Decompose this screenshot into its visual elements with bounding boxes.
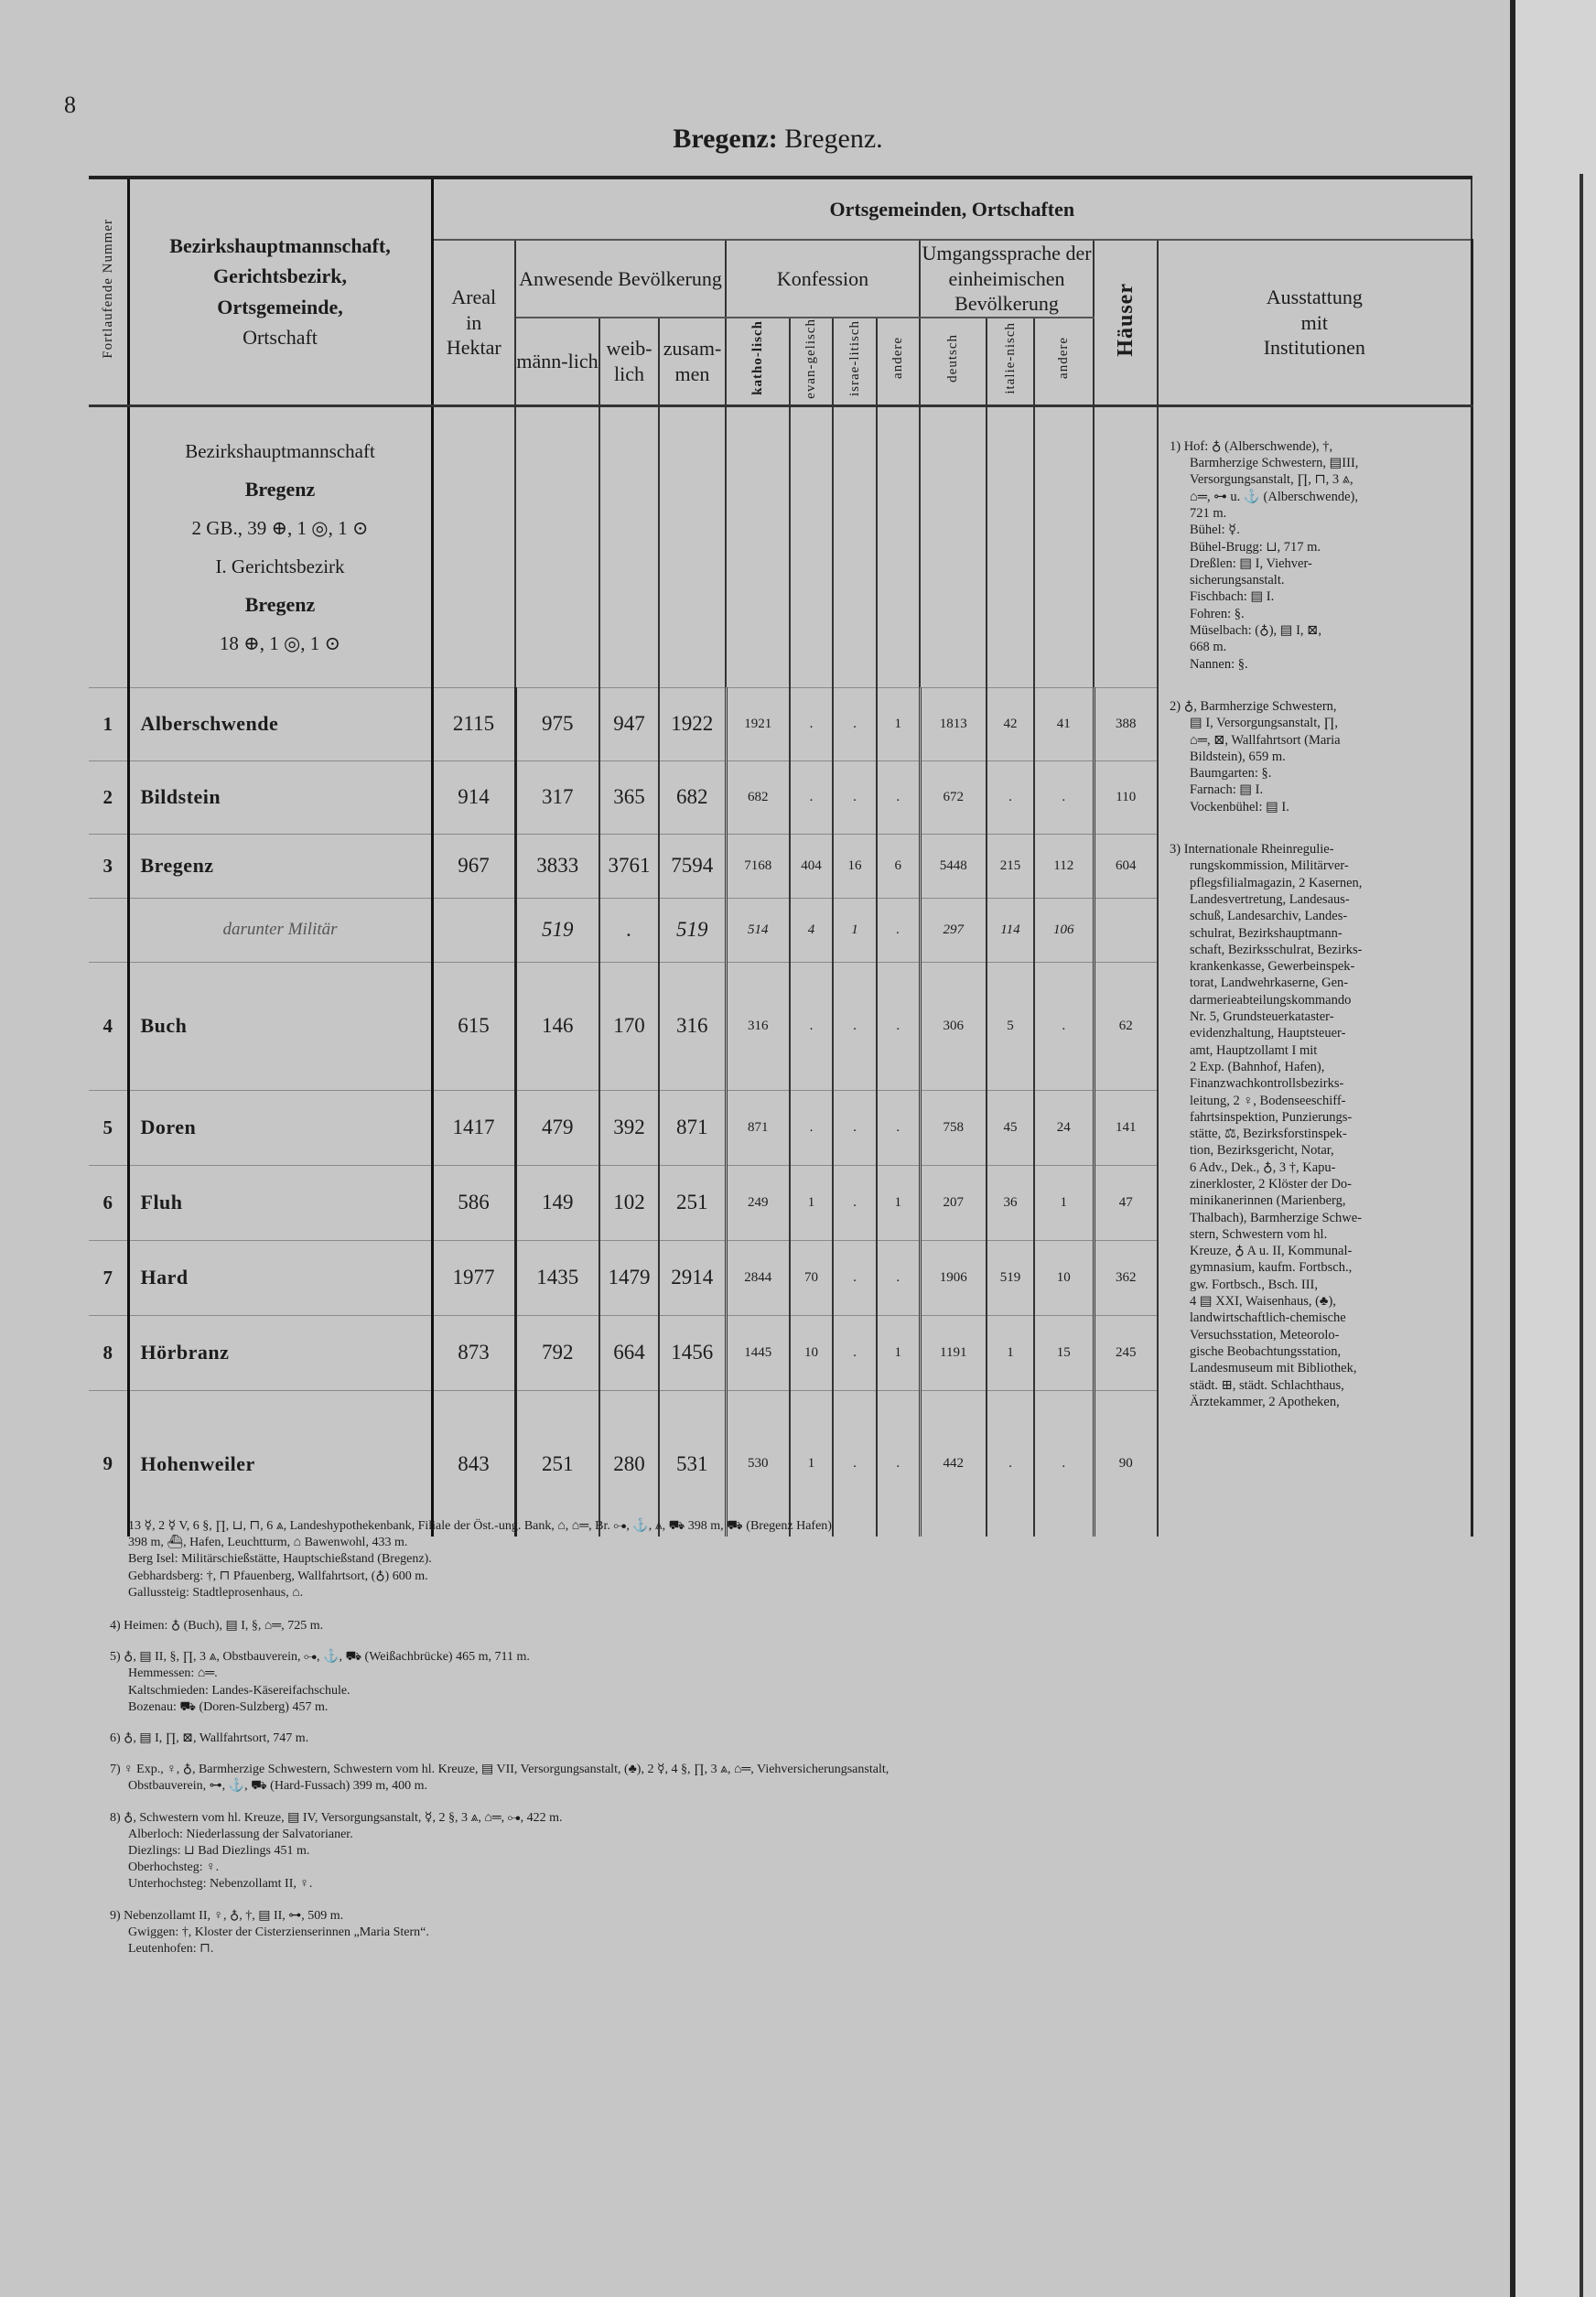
header-houses: Häuser (1094, 240, 1158, 405)
note-3 (1170, 841, 1461, 1410)
note-line: stätte, ⚖, Bezirksforstinspek- (1190, 1127, 1347, 1142)
cell-male: 1435 (515, 1240, 599, 1315)
note-line: leitung, 2 ♀, Bodenseeschiff- (1190, 1093, 1346, 1108)
header-facilities: Ausstattung mit Institutionen (1158, 240, 1472, 405)
footnotes (110, 1518, 1473, 1972)
cell-houses: 245 (1094, 1315, 1158, 1390)
cell-catholic: 1921 (726, 687, 790, 760)
cell-evangelical: . (790, 1090, 833, 1165)
cell-israelite: . (833, 1165, 877, 1240)
note-line: Ärztekammer, 2 Apotheken, (1190, 1394, 1340, 1409)
cell-total: 1456 (659, 1315, 726, 1390)
cell-houses: 47 (1094, 1165, 1158, 1240)
note-line: 4 ▤ XXI, Waisenhaus, (♣), (1190, 1294, 1336, 1310)
cell-confession-other: . (877, 898, 920, 962)
cell-israelite: . (833, 1090, 877, 1165)
cell-language-other: 1 (1034, 1165, 1094, 1240)
cell-german: 758 (920, 1090, 987, 1165)
note-line: minikanerinnen (Marienberg, (1190, 1193, 1346, 1209)
note-line: zinerkloster, 2 Klöster der Do- (1190, 1176, 1352, 1192)
note-line: Landesvertretung, Landesaus- (1190, 891, 1350, 907)
cell-male: 149 (515, 1165, 599, 1240)
note-line: Müselbach: (♁), ▤ I, ⊠, (1190, 623, 1321, 639)
cell-italian: 45 (987, 1090, 1034, 1165)
cell-female: 170 (599, 962, 659, 1090)
cell-language-other: 15 (1034, 1315, 1094, 1390)
note-line: Thalbach), Barmherzige Schwe- (1190, 1210, 1363, 1225)
cell-german: 442 (920, 1390, 987, 1537)
cell-evangelical: 1 (790, 1165, 833, 1240)
cell-female: 664 (599, 1315, 659, 1390)
cell-israelite: . (833, 687, 877, 760)
cell-evangelical: . (790, 760, 833, 834)
cell-total: 531 (659, 1390, 726, 1537)
header-confession: Konfession (726, 240, 920, 318)
cell-confession-other: . (877, 962, 920, 1090)
cell-german: 1906 (920, 1240, 987, 1315)
cell-area: 843 (432, 1390, 515, 1537)
header-population: Anwesende Bevölkerung (515, 240, 726, 318)
cell-confession-other: 6 (877, 834, 920, 898)
note-line: evidenzhaltung, Hauptsteuer- (1190, 1026, 1346, 1041)
note-line: tion, Bezirksgericht, Notar, (1190, 1143, 1334, 1159)
cell-male: 792 (515, 1315, 599, 1390)
cell-houses: 604 (1094, 834, 1158, 898)
cell-female: 102 (599, 1165, 659, 1240)
cell-total: 7594 (659, 834, 726, 898)
cell-total: 519 (659, 898, 726, 962)
note-line: Bildstein), 659 m. (1190, 749, 1286, 764)
footnote-7 (110, 1908, 1473, 1958)
cell-german: 1191 (920, 1315, 987, 1390)
note-line: Versuchsstation, Meteorolo- (1190, 1327, 1340, 1343)
cell-german: 1813 (920, 687, 987, 760)
footnote-line: 8) ♁, Schwestern vom hl. Kreuze, ▤ IV, Versorgungsanstalt, ☿, 2 §, 3 ⩓, ⌂═, ⊶, 422 m. (110, 1810, 563, 1825)
cell-confession-other: . (877, 1090, 920, 1165)
cell-total: 2914 (659, 1240, 726, 1315)
note-line: Kreuze, ♁ A u. II, Kommunal- (1190, 1244, 1353, 1259)
cell-language-other: 112 (1034, 834, 1094, 898)
cell-catholic: 871 (726, 1090, 790, 1165)
header-total: zusam-men (659, 318, 726, 406)
note-line: gische Beobachtungsstation, (1190, 1343, 1342, 1359)
municipality-name: Bildstein (128, 760, 432, 834)
cell-confession-other: 1 (877, 1165, 920, 1240)
scan-edge-line (1580, 174, 1583, 2297)
cell-language-other: . (1034, 962, 1094, 1090)
cell-italian: 114 (987, 898, 1034, 962)
cell-catholic: 682 (726, 760, 790, 834)
cell-total: 682 (659, 760, 726, 834)
cell-houses: 362 (1094, 1240, 1158, 1315)
cell-confession-other: . (877, 760, 920, 834)
note-line: ⌂═, ⊶ u. ⚓ (Alberschwende), (1190, 489, 1358, 504)
cell-israelite: . (833, 962, 877, 1090)
municipality-name: Doren (128, 1090, 432, 1165)
footnote-line: Alberloch: Niederlassung der Salvatorianer. (128, 1827, 353, 1841)
cell-female: 365 (599, 760, 659, 834)
cell-houses: 110 (1094, 760, 1158, 834)
note-line: Nannen: §. (1190, 656, 1248, 672)
note-line: darmerieabteilungskommando (1190, 992, 1352, 1008)
header-israelite: israe-litisch (833, 318, 877, 406)
cell-language-other: 10 (1034, 1240, 1094, 1315)
cell-houses: 62 (1094, 962, 1158, 1090)
footnote-line: Berg Isel: Militärschießstätte, Hauptschießstand (Bregenz). (128, 1552, 432, 1567)
note-line: schaft, Bezirksschulrat, Bezirks- (1190, 942, 1363, 957)
title-bold: Bregenz: (673, 124, 778, 154)
cell-evangelical: . (790, 687, 833, 760)
row-number: 5 (89, 1090, 128, 1165)
scan-edge (1510, 0, 1515, 2297)
cell-area (432, 898, 515, 962)
footnote-line: 398 m, ⛴, Hafen, Leuchtturm, ⌂ Bawenwohl, 433 m. (128, 1536, 408, 1550)
cell-israelite: 1 (833, 898, 877, 962)
cell-evangelical: 404 (790, 834, 833, 898)
footnote-5 (110, 1762, 1473, 1795)
cell-language-other: . (1034, 760, 1094, 834)
cell-german: 297 (920, 898, 987, 962)
note-line: schuß, Landesarchiv, Landes- (1190, 909, 1348, 924)
row-number: 3 (89, 834, 128, 898)
cell-italian: . (987, 1390, 1034, 1537)
footnote-line: Oberhochsteg: ♀. (128, 1860, 220, 1875)
cell-italian: 36 (987, 1165, 1034, 1240)
cell-evangelical: 70 (790, 1240, 833, 1315)
cell-female: 392 (599, 1090, 659, 1165)
note-1 (1170, 438, 1461, 673)
municipality-name: Hard (128, 1240, 432, 1315)
cell-catholic: 7168 (726, 834, 790, 898)
footnote-line: Obstbauverein, ⊶, ⚓, ⛟ (Hard-Fussach) 399 m, 400 m. (128, 1779, 428, 1794)
row-number: 1 (89, 687, 128, 760)
footnote-2 (110, 1618, 1473, 1634)
cell-evangelical: 10 (790, 1315, 833, 1390)
footnote-line: 7) ♀ Exp., ♀, ♁, Barmherzige Schwestern, Schwestern vom hl. Kreuze, ▤ VII, Versorgungsanstalt, (♣), 2 ☿, 4 §, ∏, 3 ⩓, ⌂═, Viehversicherungsanstalt, (110, 1763, 890, 1777)
note-line: gymnasium, kaufm. Fortbsch., (1190, 1260, 1353, 1276)
page-number: 8 (64, 92, 76, 118)
cell-area: 615 (432, 962, 515, 1090)
note-line: 1) Hof: ♁ (Alberschwende), †, (1170, 438, 1333, 454)
cell-italian: . (987, 760, 1034, 834)
cell-confession-other: . (877, 1240, 920, 1315)
footnote-line: Bozenau: ⛟ (Doren-Sulzberg) 457 m. (128, 1699, 329, 1714)
cell-houses: 141 (1094, 1090, 1158, 1165)
cell-italian: 5 (987, 962, 1034, 1090)
cell-female: 3761 (599, 834, 659, 898)
footnote-line: Gebhardsberg: †, ⊓ Pfauenberg, Wallfahrtsort, (♁) 600 m. (128, 1569, 428, 1583)
note-line: Landesmuseum mit Bibliothek, (1190, 1361, 1357, 1376)
cell-language-other: 24 (1034, 1090, 1094, 1165)
header-areal: Areal in Hektar (432, 240, 515, 405)
cell-area: 1417 (432, 1090, 515, 1165)
cell-language-other: 106 (1034, 898, 1094, 962)
note-line: 668 m. (1190, 640, 1227, 655)
footnote-line: Unterhochsteg: Nebenzollamt II, ♀. (128, 1877, 313, 1892)
note-line: Dreßlen: ▤ I, Viehver- (1190, 555, 1312, 571)
cell-male: 479 (515, 1090, 599, 1165)
cell-evangelical: . (790, 962, 833, 1090)
note-line: Baumgarten: §. (1190, 766, 1272, 782)
header-group-title: Ortsgemeinden, Ortschaften (432, 178, 1472, 240)
cell-area: 873 (432, 1315, 515, 1390)
note-2 (1170, 698, 1461, 815)
cell-total: 251 (659, 1165, 726, 1240)
municipality-name: Fluh (128, 1165, 432, 1240)
cell-total: 871 (659, 1090, 726, 1165)
footnote-line: Gallussteig: Stadtleprosenhaus, ⌂. (128, 1585, 304, 1600)
footnote-line: Diezlings: ⊔ Bad Diezlings 451 m. (128, 1844, 310, 1859)
note-line: rungskommission, Militärver- (1190, 858, 1349, 874)
footnote-line: Kaltschmieden: Landes-Käsereifachschule. (128, 1683, 350, 1698)
note-line: Nr. 5, Grundsteuerkataster- (1190, 1009, 1334, 1025)
header-confession-other: andere (877, 318, 920, 406)
cell-male: 975 (515, 687, 599, 760)
row-number: 9 (89, 1390, 128, 1537)
row-number: 4 (89, 962, 128, 1090)
cell-israelite: . (833, 1240, 877, 1315)
note-line: Fischbach: ▤ I. (1190, 589, 1275, 605)
footnote-4 (110, 1731, 1473, 1747)
cell-catholic: 249 (726, 1165, 790, 1240)
row-number: 8 (89, 1315, 128, 1390)
note-line: 721 m. (1190, 506, 1227, 521)
cell-catholic: 530 (726, 1390, 790, 1537)
scan-margin (1515, 0, 1596, 2297)
cell-language-other: . (1034, 1390, 1094, 1537)
row-number: 7 (89, 1240, 128, 1315)
summary-number (89, 405, 128, 687)
cell-female: 1479 (599, 1240, 659, 1315)
cell-israelite: 16 (833, 834, 877, 898)
note-line: torat, Landwehrkaserne, Gen- (1190, 976, 1349, 991)
note-line: amt, Hauptzollamt I mit (1190, 1042, 1318, 1058)
cell-german: 207 (920, 1165, 987, 1240)
cell-confession-other: 1 (877, 1315, 920, 1390)
row-number (89, 898, 128, 962)
municipality-name: Alberschwende (128, 687, 432, 760)
cell-confession-other: . (877, 1390, 920, 1537)
note-line: Finanzwachkontrollsbezirks- (1190, 1076, 1344, 1092)
municipality-name: Hörbranz (128, 1315, 432, 1390)
note-line: Bühel: ☿. (1190, 523, 1240, 538)
footnote-line: 6) ♁, ▤ I, ∏, ⊠, Wallfahrtsort, 747 m. (110, 1731, 309, 1746)
cell-area: 914 (432, 760, 515, 834)
note-line: ⌂═, ⊠, Wallfahrtsort (Maria (1190, 732, 1341, 748)
cell-catholic: 514 (726, 898, 790, 962)
note-line: landwirtschaftlich-chemische (1190, 1310, 1346, 1326)
note-line: fahrtsinspektion, Punzierungs- (1190, 1109, 1353, 1125)
header-male: männ-lich (515, 318, 599, 406)
cell-male: 519 (515, 898, 599, 962)
cell-female: 280 (599, 1390, 659, 1537)
header-catholic: katho-lisch (726, 318, 790, 406)
cell-italian: 42 (987, 687, 1034, 760)
cell-area: 586 (432, 1165, 515, 1240)
cell-israelite: . (833, 1390, 877, 1537)
row-number: 6 (89, 1165, 128, 1240)
footnote-line: 13 ☿, 2 ☿ V, 6 §, ∏, ⊔, ⊓, 6 ⩓, Landeshypothekenbank, Filiale der Öst.-ung. Bank, ⌂, ⌂═, Br. ⊶, ⚓, ⩓, ⛟ 398 m, ⛟ (Bregenz Hafen) (128, 1519, 832, 1533)
header-district: Bezirkshauptmannschaft, Gerichtsbezirk, Ortsgemeinde, Ortschaft (128, 178, 432, 405)
note-line: Fohren: §. (1190, 606, 1245, 621)
footnote-line: 9) Nebenzollamt II, ♀, ♁, †, ▤ II, ⊶, 509 m. (110, 1908, 344, 1923)
note-line: Farnach: ▤ I. (1190, 782, 1264, 798)
cell-confession-other: 1 (877, 687, 920, 760)
note-line: gw. Fortbsch., Bsch. III, (1190, 1277, 1319, 1292)
note-line: Barmherzige Schwestern, ▤III, (1190, 456, 1359, 471)
cell-german: 672 (920, 760, 987, 834)
cell-israelite: . (833, 1315, 877, 1390)
cell-area: 967 (432, 834, 515, 898)
cell-german: 306 (920, 962, 987, 1090)
footnote-line: Gwiggen: †, Kloster der Cisterzienserinnen „Maria Stern“. (128, 1925, 429, 1939)
footnote-1 (110, 1518, 1473, 1601)
footnote-line: Hemmessen: ⌂═. (128, 1666, 218, 1681)
cell-male: 3833 (515, 834, 599, 898)
header-language: Umgangssprache der einheimischen Bevölkerung (920, 240, 1094, 318)
note-line: krankenkasse, Gewerbeinspek- (1190, 959, 1355, 975)
note-line: 2 Exp. (Bahnhof, Hafen), (1190, 1059, 1325, 1074)
note-line: stern, Schwestern vom hl. (1190, 1226, 1328, 1242)
footnote-line: Leutenhofen: ⊓. (128, 1942, 214, 1957)
note-line: ▤ I, Versorgungsanstalt, ∏, (1190, 716, 1339, 731)
row-number: 2 (89, 760, 128, 834)
footnote-line: 5) ♁, ▤ II, §, ∏, 3 ⩓, Obstbauverein, ⊶, ⚓, ⛟ (Weißachbrücke) 465 m, 711 m. (110, 1650, 530, 1665)
header-language-other: andere (1034, 318, 1094, 406)
page-title (0, 124, 1556, 155)
cell-evangelical: 4 (790, 898, 833, 962)
cell-total: 1922 (659, 687, 726, 760)
note-line: schulrat, Bezirkshauptmann- (1190, 925, 1343, 941)
header-italian: italie-nisch (987, 318, 1034, 406)
footnote-6 (110, 1810, 1473, 1893)
cell-female: 947 (599, 687, 659, 760)
cell-israelite: . (833, 760, 877, 834)
cell-houses: 90 (1094, 1390, 1158, 1537)
subrow-label: darunter Militär (128, 898, 432, 962)
municipality-name: Hohenweiler (128, 1390, 432, 1537)
note-line: Bühel-Brugg: ⊔, 717 m. (1190, 539, 1321, 555)
footnote-line: 4) Heimen: ♁ (Buch), ▤ I, §, ⌂═, 725 m. (110, 1619, 324, 1634)
cell-houses (1094, 898, 1158, 962)
footnote-3 (110, 1649, 1473, 1716)
cell-area: 2115 (432, 687, 515, 760)
cell-german: 5448 (920, 834, 987, 898)
cell-houses: 388 (1094, 687, 1158, 760)
note-line: 2) ♁, Barmherzige Schwestern, (1170, 698, 1337, 714)
district-summary: Bezirkshauptmannschaft Bregenz 2 GB., 39 ⊕, 1 ◎, 1 ⊙ I. Gerichtsbezirk Bregenz 18 ⊕, 1 ◎, 1 ⊙ (128, 405, 432, 687)
municipality-name: Buch (128, 962, 432, 1090)
statistics-table (89, 176, 1473, 1537)
cell-female: . (599, 898, 659, 962)
cell-male: 146 (515, 962, 599, 1090)
cell-total: 316 (659, 962, 726, 1090)
cell-catholic: 2844 (726, 1240, 790, 1315)
header-running-number: Fortlaufende Nummer (89, 178, 128, 405)
cell-catholic: 1445 (726, 1315, 790, 1390)
cell-italian: 519 (987, 1240, 1034, 1315)
cell-italian: 1 (987, 1315, 1034, 1390)
note-line: sicherungsanstalt. (1190, 573, 1285, 588)
note-line: Vockenbühel: ▤ I. (1190, 799, 1289, 814)
cell-catholic: 316 (726, 962, 790, 1090)
cell-evangelical: 1 (790, 1390, 833, 1537)
header-female: weib-lich (599, 318, 659, 406)
cell-language-other: 41 (1034, 687, 1094, 760)
header-german: deutsch (920, 318, 987, 406)
note-line: 6 Adv., Dek., ♁, 3 †, Kapu- (1190, 1159, 1336, 1175)
note-line: städt. ⊞, städt. Schlachthaus, (1190, 1377, 1344, 1393)
municipality-name: Bregenz (128, 834, 432, 898)
cell-male: 251 (515, 1390, 599, 1537)
note-line: Versorgungsanstalt, ∏, ⊓, 3 ⩓, (1190, 472, 1353, 488)
cell-male: 317 (515, 760, 599, 834)
note-line: pflegsfilialmagazin, 2 Kasernen, (1190, 875, 1363, 890)
title-rest: Bregenz. (784, 124, 883, 154)
note-line: 3) Internationale Rheinregulie- (1170, 842, 1334, 857)
header-evangelical: evan-gelisch (790, 318, 833, 406)
cell-italian: 215 (987, 834, 1034, 898)
facilities-notes (1158, 405, 1472, 1537)
cell-area: 1977 (432, 1240, 515, 1315)
